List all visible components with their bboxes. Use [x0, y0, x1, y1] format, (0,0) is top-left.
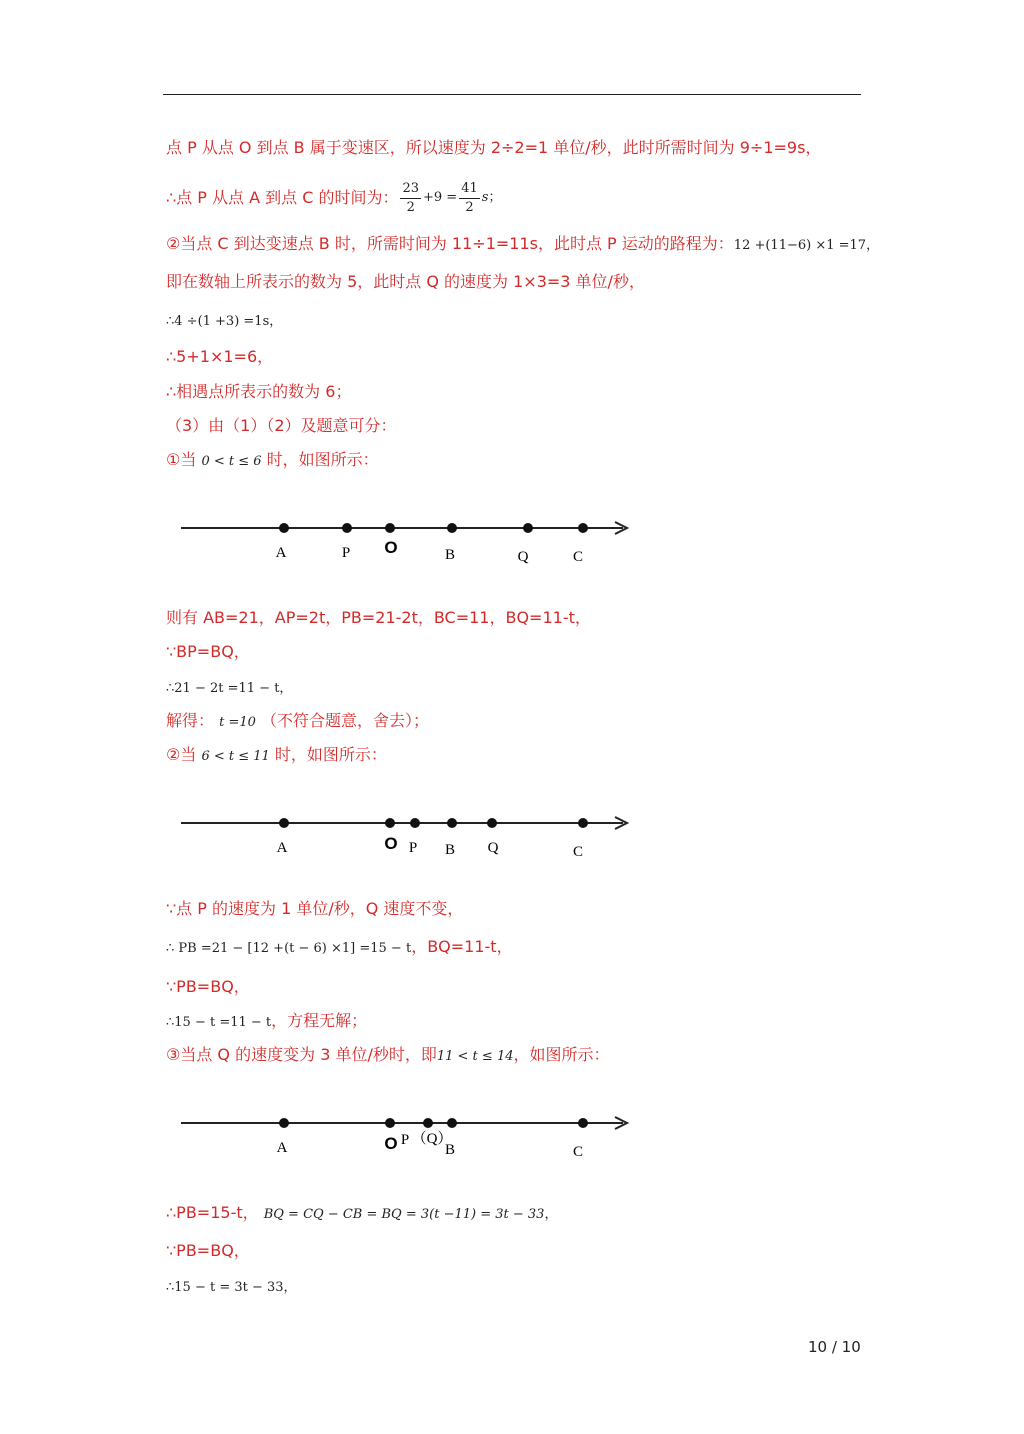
- line-19: ③当点 Q 的速度变为 3 单位/秒时，即11 < t ≤ 14，如图所示：: [166, 1045, 610, 1064]
- label-o: O: [384, 1134, 398, 1153]
- line-15: ∵点 P 的速度为 1 单位/秒，Q 速度不变，: [166, 899, 464, 918]
- line-11: ∵BP=BQ，: [166, 642, 250, 661]
- page-number: 10 / 10: [808, 1338, 861, 1356]
- point-o: [385, 523, 395, 533]
- line-9: ①当 0 < t ≤ 6 时，如图所示：: [166, 450, 379, 469]
- point-p: [410, 818, 420, 828]
- label-c: C: [572, 549, 584, 565]
- point-c: [578, 523, 588, 533]
- point-q: [523, 523, 533, 533]
- line-4: 即在数轴上所表示的数为 5，此时点 Q 的速度为 1×3=3 单位/秒，: [166, 272, 645, 291]
- line-17: ∵PB=BQ，: [166, 977, 250, 996]
- line-5: ∴4 ÷(1 +3) =1s，: [166, 314, 283, 329]
- line-18: ∴15 − t =11 − t，方程无解；: [166, 1011, 368, 1030]
- number-line-case-2: [175, 800, 645, 870]
- point-c: [578, 1118, 588, 1128]
- label-q-paren: （Q）: [411, 1131, 453, 1147]
- line-1: 点 P 从点 O 到点 B 属于变速区，所以速度为 2÷2=1 单位/秒，此时所需时间为 9÷1=9s，: [166, 138, 822, 157]
- label-o: O: [384, 538, 398, 557]
- line-21: ∵PB=BQ，: [166, 1241, 250, 1260]
- label-p: P: [408, 840, 418, 856]
- point-c: [578, 818, 588, 828]
- label-o: O: [384, 834, 398, 853]
- label-a: A: [275, 545, 287, 561]
- point-a: [279, 818, 289, 828]
- point-b: [447, 1118, 457, 1128]
- label-q: Q: [517, 549, 529, 565]
- label-b: B: [444, 547, 456, 563]
- line-12: ∴21 − 2t =11 − t，: [166, 681, 293, 696]
- label-a: A: [276, 1140, 288, 1156]
- line-3: ②当点 C 到达变速点 B 时，所需时间为 11÷1=11s，此时点 P 运动的路程为：12 +(11−6) ×1 =17，: [166, 234, 880, 253]
- label-p: P: [341, 545, 351, 561]
- label-c: C: [572, 1144, 584, 1160]
- line-2: ∴点 P 从点 A 到点 C 的时间为： $\frac{23}{2}$ +9 = $\frac{41}{2}$ s ；: [166, 180, 502, 215]
- line-10: 则有 AB=21，AP=2t，PB=21-2t，BC=11，BQ=11-t，: [166, 608, 591, 627]
- line-6: ∴5+1×1=6，: [166, 347, 274, 366]
- point-b: [447, 818, 457, 828]
- label-c: C: [572, 844, 584, 860]
- point-o: [385, 1118, 395, 1128]
- line-14: ②当 6 < t ≤ 11 时，如图所示：: [166, 745, 387, 764]
- label-b: B: [444, 1142, 456, 1158]
- fraction-41-2: $\frac{41}{2}$: [461, 180, 478, 215]
- header-rule: [163, 94, 861, 95]
- label-p: P: [400, 1132, 410, 1148]
- line-8: （3）由（1）（2）及题意可分：: [166, 416, 397, 435]
- label-b: B: [444, 842, 456, 858]
- point-p: [342, 523, 352, 533]
- line-7: ∴相遇点所表示的数为 6；: [166, 382, 352, 401]
- point-o: [385, 818, 395, 828]
- number-line-case-3: [175, 1100, 645, 1170]
- point-b: [447, 523, 457, 533]
- label-q: Q: [487, 840, 499, 856]
- line-20: ∴PB=15-t， BQ = CQ − CB = BQ = 3(t −11) = 3t − 33，: [166, 1203, 558, 1222]
- point-a: [279, 1118, 289, 1128]
- line-22: ∴15 − t = 3t − 33，: [166, 1280, 297, 1295]
- line-13: 解得： t =10 （不符合题意，舍去）；: [166, 711, 430, 730]
- point-a: [279, 523, 289, 533]
- point-p: [423, 1118, 433, 1128]
- line-16: ∴ PB =21 − [12 +(t − 6) ×1] =15 − t，BQ=11-t，: [166, 937, 513, 956]
- fraction-23-2: $\frac{23}{2}$: [402, 180, 420, 215]
- label-a: A: [276, 840, 288, 856]
- number-line-case-1: [175, 505, 645, 575]
- point-q: [487, 818, 497, 828]
